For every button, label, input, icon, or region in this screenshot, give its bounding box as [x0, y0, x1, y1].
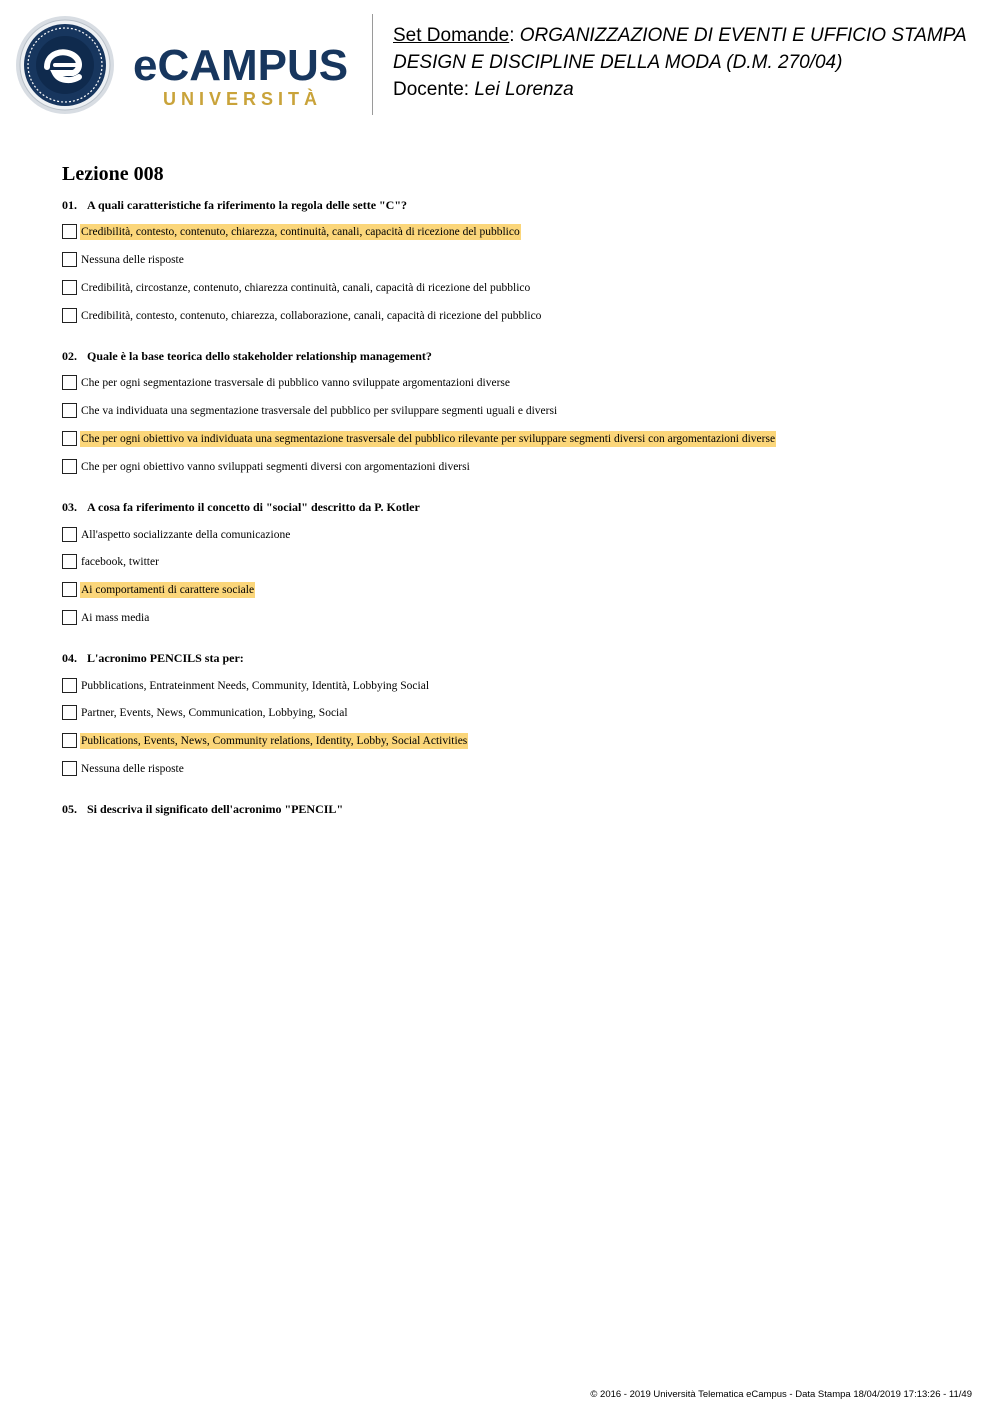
checkbox[interactable]	[62, 459, 77, 474]
question-text: Quale è la base teorica dello stakeholder relationship management?	[87, 349, 432, 363]
question-01	[62, 197, 407, 213]
answer-text: Credibilità, contesto, contenuto, chiarezza, collaborazione, canali, capacità di ricezione del pubblico	[81, 310, 542, 322]
checkbox[interactable]	[62, 733, 77, 748]
question-number: 03.	[62, 500, 77, 514]
logo-sub-text: UNIVERSITÀ	[163, 89, 323, 109]
question-04	[62, 650, 244, 666]
page-footer: © 2016 - 2019 Università Telematica eCampus - Data Stampa 18/04/2019 17:13:26 - 11/49	[590, 1389, 972, 1400]
checkbox[interactable]	[62, 527, 77, 542]
question-number: 05.	[62, 802, 77, 816]
checkbox[interactable]	[62, 224, 77, 239]
question-text: A cosa fa riferimento il concetto di "social" descritto da P. Kotler	[87, 500, 420, 514]
checkbox[interactable]	[62, 431, 77, 446]
answer-text: Credibilità, circostanze, contenuto, chiarezza continuità, canali, capacità di ricezione del pubblico	[81, 282, 531, 294]
answer-text: All'aspetto socializzante della comunicazione	[81, 529, 291, 541]
question-text: Si descriva il significato dell'acronimo "PENCIL"	[87, 802, 344, 816]
answer-text: Partner, Events, News, Communication, Lobbying, Social	[81, 707, 348, 719]
course-line-1: Set Domande: ORGANIZZAZIONE DI EVENTI E UFFICIO STAMPA	[393, 25, 967, 46]
set-label: Set Domande	[393, 25, 510, 46]
checkbox[interactable]	[62, 252, 77, 267]
question-number: 04.	[62, 651, 77, 665]
header-divider	[372, 14, 373, 115]
checkbox[interactable]	[62, 582, 77, 597]
ecampus-wordmark	[133, 41, 358, 114]
question-text: A quali caratteristiche fa riferimento la regola delle sette "C"?	[87, 198, 408, 212]
checkbox[interactable]	[62, 554, 77, 569]
answer-text: Che per ogni segmentazione trasversale di pubblico vanno sviluppate argomentazioni diverse	[81, 377, 510, 389]
docente-label: Docente	[393, 79, 464, 100]
lesson-title: Lezione 008	[62, 163, 164, 185]
answer-text: Nessuna delle risposte	[81, 254, 184, 266]
checkbox[interactable]	[62, 678, 77, 693]
question-05	[62, 801, 343, 817]
course-line-2	[393, 49, 967, 76]
answer-text: Che va individuata una segmentazione trasversale del pubblico per sviluppare segmenti uguali e diversi	[81, 405, 558, 417]
answer-text: Ai mass media	[81, 612, 150, 624]
checkbox[interactable]	[62, 610, 77, 625]
answer-text: Nessuna delle risposte	[81, 763, 184, 775]
course-title: ORGANIZZAZIONE DI EVENTI E UFFICIO STAMPA	[519, 25, 967, 46]
question-text: L'acronimo PENCILS sta per:	[87, 651, 244, 665]
ecampus-seal-logo	[15, 15, 115, 115]
answer-text: Che per ogni obiettivo vanno sviluppati segmenti diversi con argomentazioni diversi	[81, 461, 470, 473]
logo-brand-text: eCAMPUS	[133, 41, 349, 90]
answer-text-highlighted: Che per ogni obiettivo va individuata una segmentazione trasversale del pubblico rilevante per sviluppare segmenti diversi con argomentazioni diverse	[81, 433, 776, 445]
course-info	[393, 22, 967, 103]
checkbox[interactable]	[62, 375, 77, 390]
checkbox[interactable]	[62, 705, 77, 720]
question-02	[62, 348, 432, 364]
checkbox[interactable]	[62, 308, 77, 323]
course-degree: DESIGN E DISCIPLINE DELLA MODA (D.M. 270/04)	[393, 52, 843, 73]
question-03	[62, 499, 420, 515]
checkbox[interactable]	[62, 761, 77, 776]
question-number: 01.	[62, 198, 77, 212]
course-line-3: Docente: Lei Lorenza	[393, 79, 574, 100]
answer-text-highlighted: Publications, Events, News, Community relations, Identity, Lobby, Social Activities	[81, 735, 468, 747]
answer-text: facebook, twitter	[81, 556, 159, 568]
answer-text-highlighted: Ai comportamenti di carattere sociale	[81, 584, 255, 596]
docente-name: Lei Lorenza	[474, 79, 574, 100]
question-number: 02.	[62, 349, 77, 363]
checkbox[interactable]	[62, 403, 77, 418]
page-header	[0, 0, 1000, 130]
checkbox[interactable]	[62, 280, 77, 295]
answer-text: Pubblications, Entrateinment Needs, Community, Identità, Lobbying Social	[81, 680, 430, 692]
answer-text-highlighted: Credibilità, contesto, contenuto, chiarezza, continuità, canali, capacità di ricezione del pubblico	[81, 226, 520, 238]
